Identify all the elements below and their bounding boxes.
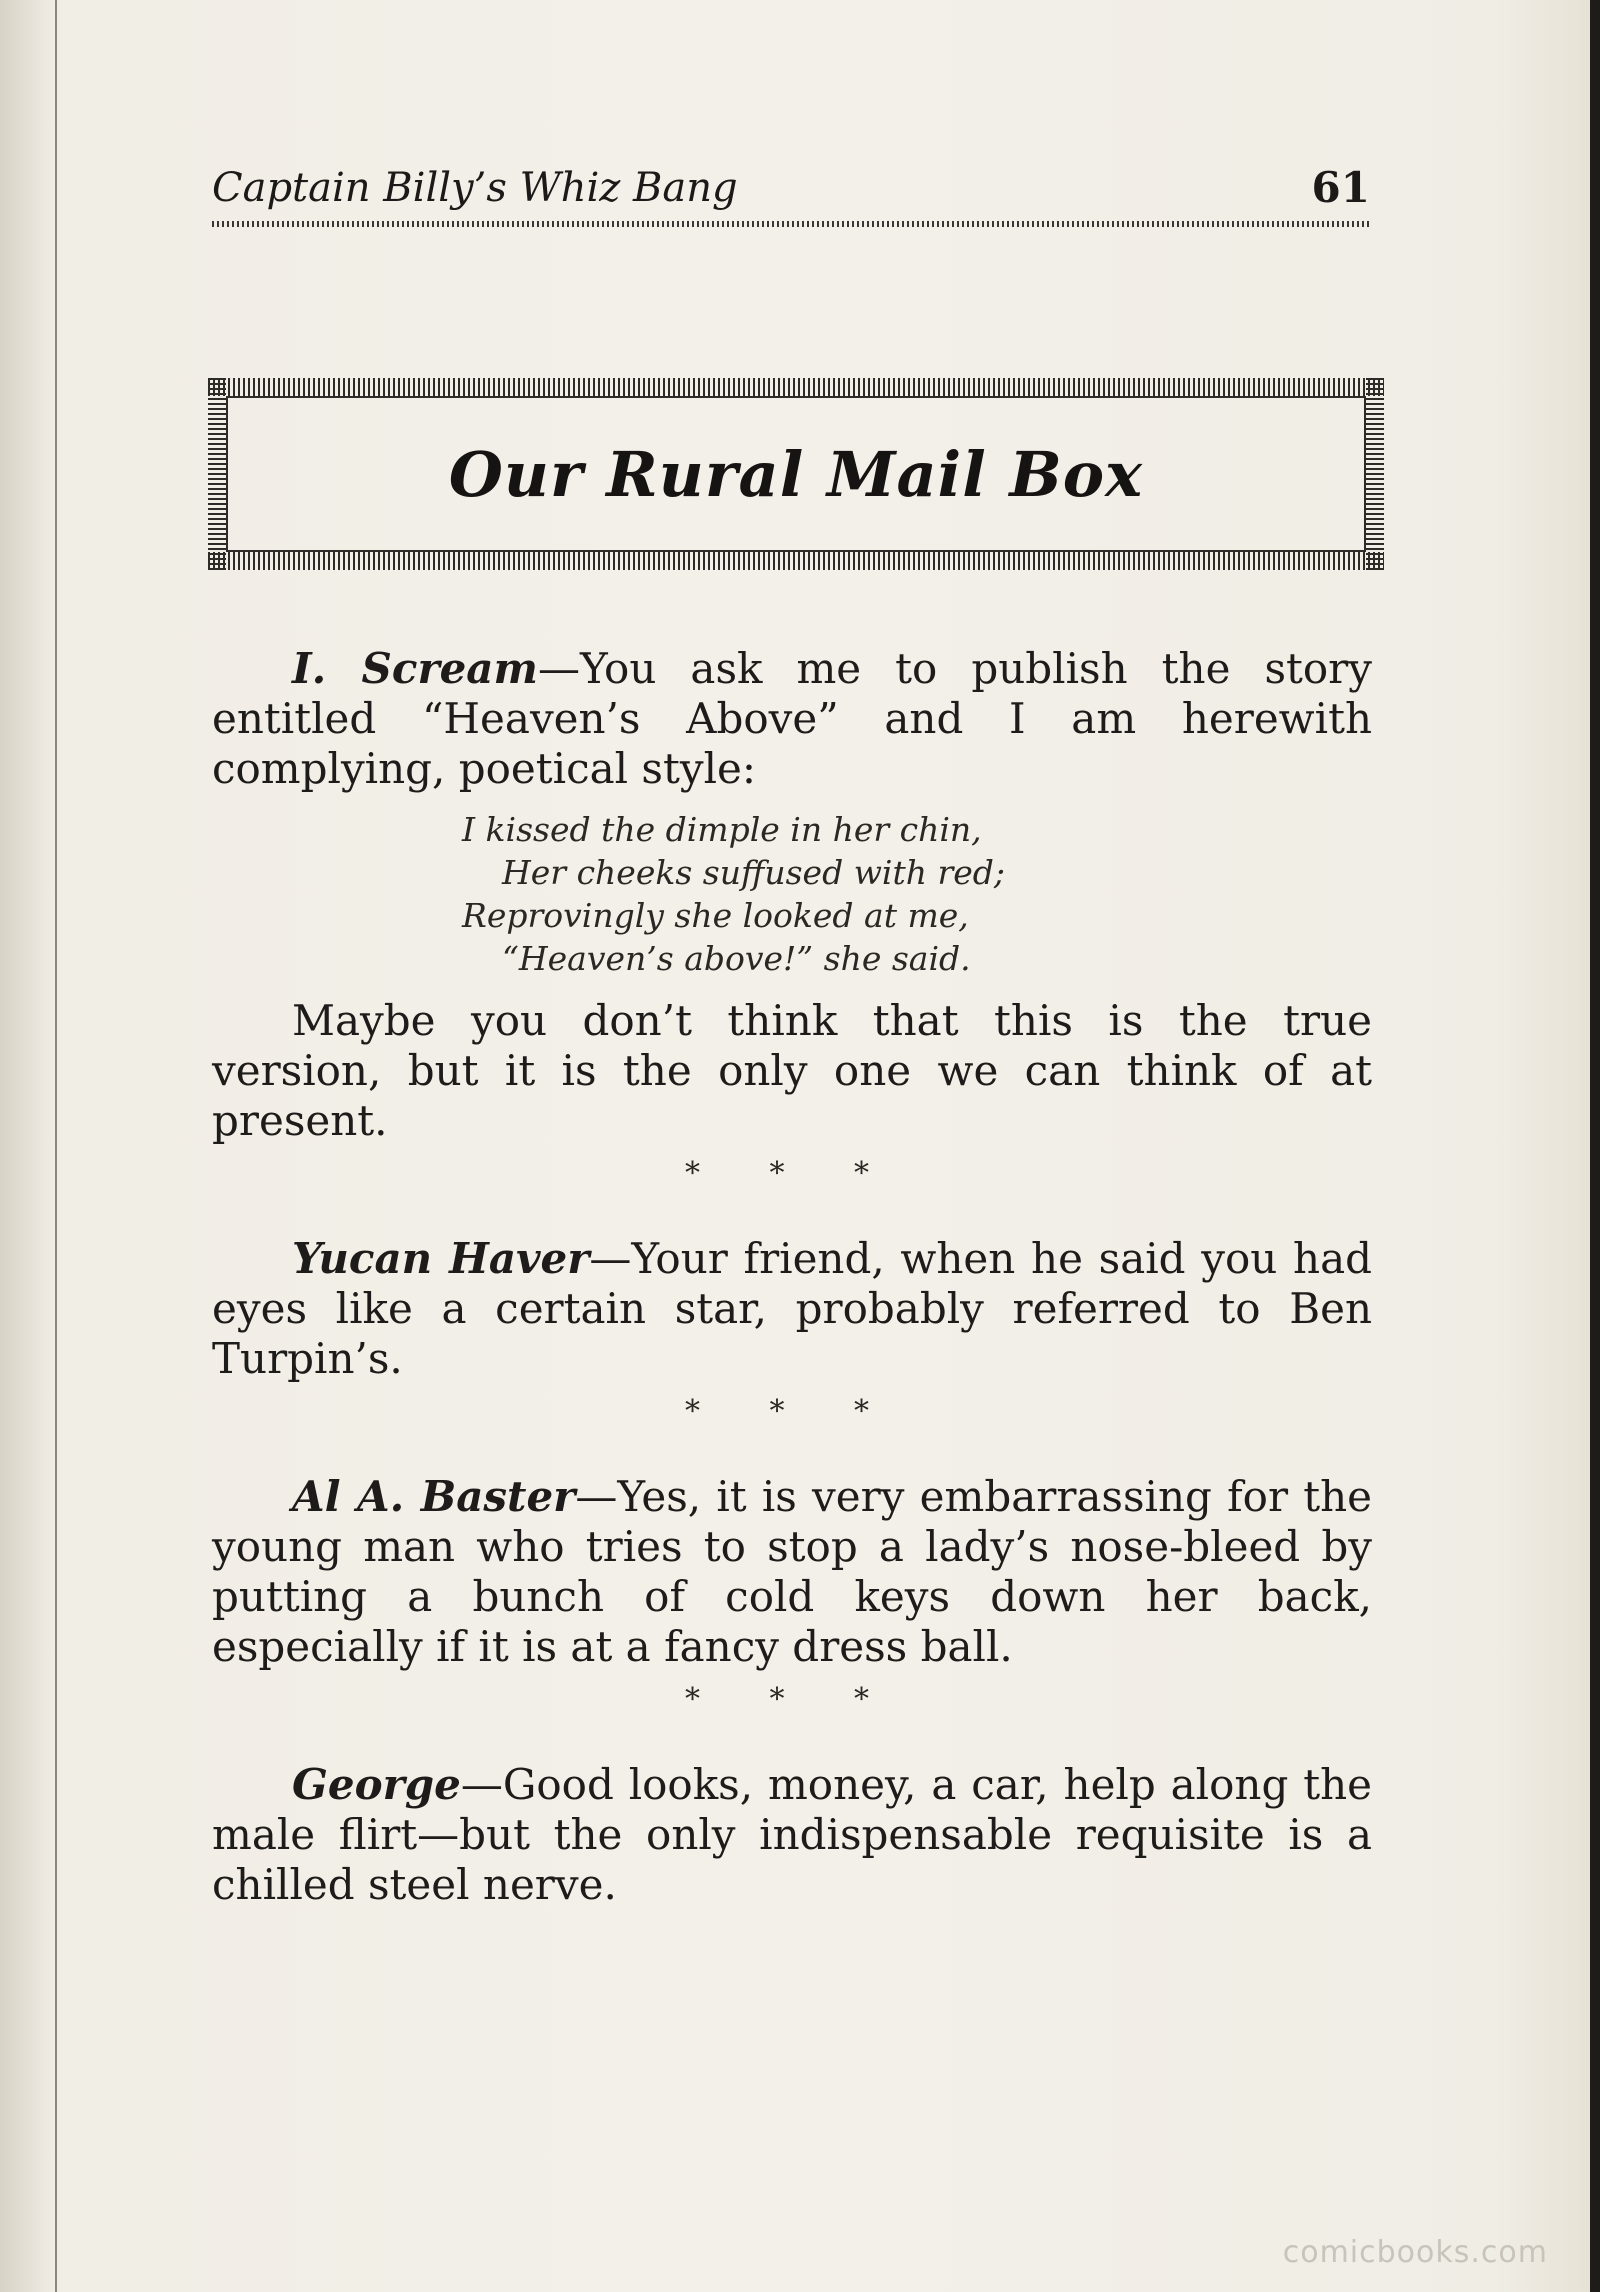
entry-name: Yucan Haver — [292, 1234, 590, 1283]
entry-al-a-baster — [212, 1472, 1372, 1672]
article-content — [212, 644, 1372, 1910]
box-border-right — [1366, 378, 1384, 570]
box-border-left — [208, 378, 226, 570]
entry-text: —Good looks, money, a car, help along the male flirt—but the only indispensable requisite is a chilled steel nerve. — [212, 1760, 1372, 1909]
entry-name: Al A. Baster — [292, 1472, 576, 1521]
section-title-box — [208, 378, 1384, 570]
header-rule — [212, 221, 1370, 227]
entry-name: I. Scream — [292, 644, 538, 693]
page-number: 61 — [1311, 163, 1370, 212]
section-separator: * * * — [684, 1682, 900, 1717]
section-title: Our Rural Mail Box — [448, 437, 1144, 511]
entry-text: —Your friend, when he said you had eyes like a certain star, probably referred to Ben Turpin’s. — [212, 1234, 1372, 1383]
watermark: comicbooks.com — [1282, 2235, 1548, 2270]
poem-line: “Heaven’s above!” she said. — [502, 939, 971, 978]
section-separator: * * * — [684, 1394, 900, 1429]
entry-i-scream — [212, 644, 1372, 794]
poem-line: Her cheeks suffused with red; — [502, 853, 1006, 892]
box-border-top — [208, 378, 1384, 396]
entry-name: George — [292, 1760, 461, 1809]
entry-continuation: Maybe you don’t think that this is the true version, but it is the only one we can think of at present. — [212, 996, 1372, 1145]
page-gutter — [0, 0, 57, 2292]
section-separator: * * * — [684, 1156, 900, 1191]
poem-line: Reprovingly she looked at me, — [462, 896, 969, 935]
entry-yucan-haver — [212, 1234, 1372, 1384]
entry-text: —You ask me to publish the story entitled “Heaven’s Above” and I am herewith complying, poetical style: — [212, 644, 1372, 793]
poem-line: I kissed the dimple in her chin, — [462, 810, 982, 849]
title-box-inner — [226, 396, 1366, 552]
page-header — [212, 165, 1370, 225]
entry-george — [212, 1760, 1372, 1910]
entry-text: —Yes, it is very embarrassing for the young man who tries to stop a lady’s nose-bleed by putting a bunch of cold keys down her back, especially if it is at a fancy dress ball. — [212, 1472, 1373, 1671]
poem — [462, 808, 1372, 980]
running-title: Captain Billy’s Whiz Bang — [212, 165, 738, 211]
box-border-bottom — [208, 552, 1384, 570]
